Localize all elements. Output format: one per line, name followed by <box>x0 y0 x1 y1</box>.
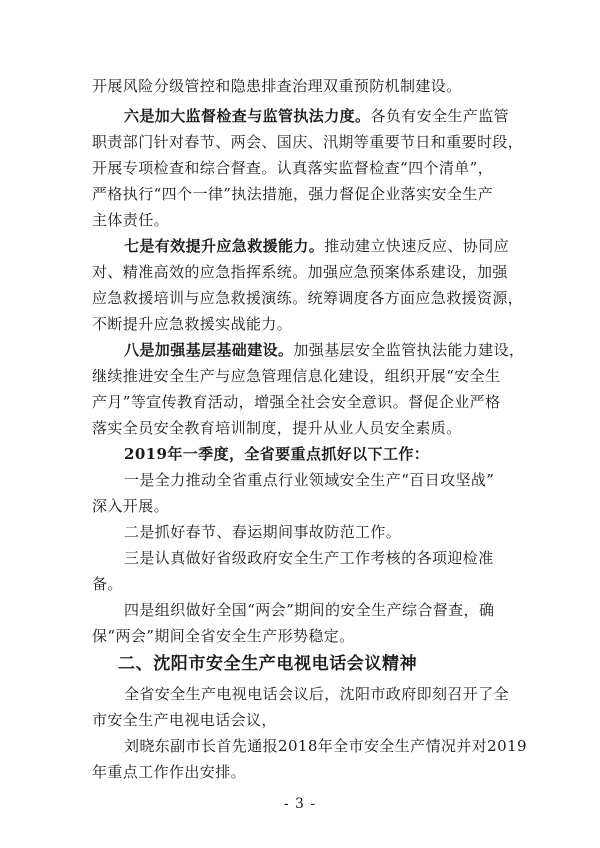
section-lead: 八是加强基层基础建设。 <box>124 341 294 359</box>
body-line: 落实全员安全教育培训制度，提升从业人员安全素质。 <box>92 419 462 437</box>
body-line: 职责部门针对春节、两会、国庆、汛期等重要节日和重要时段， <box>92 133 524 151</box>
body-line: 应急救援培训与应急救援演练。统筹调度各方面应急救援资源， <box>92 289 524 307</box>
body-line: 深入开展。 <box>92 497 170 515</box>
body-line: 三是认真做好省级政府安全生产工作考核的各项迎检准 <box>124 549 494 567</box>
body-line: 全省安全生产电视电话会议后，沈阳市政府即刻召开了全 <box>124 685 510 703</box>
body-line: 严格执行“四个一律”执法措施，强力督促企业落实安全生产 <box>92 185 494 203</box>
body-line: 开展风险分级管控和隐患排查治理双重预防机制建设。 <box>92 77 462 95</box>
body-line: 保“两会”期间全省安全生产形势稳定。 <box>92 627 355 645</box>
body-line: 开展专项检查和综合督查。认真落实监督检查“四个清单”， <box>92 159 494 177</box>
quarter-heading: 2019年一季度，全省要重点抓好以下工作： <box>124 445 430 463</box>
body-line: 刘晓东副市长首先通报2018年全市安全生产情况并对2019 <box>124 737 527 755</box>
body-line: 年重点工作作出安排。 <box>92 763 247 781</box>
body-line: 市安全生产电视电话会议， <box>92 711 277 729</box>
body-line: 继续推进安全生产与应急管理信息化建设，组织开展“安全生 <box>92 367 501 385</box>
section-heading: 二、沈阳市安全生产电视电话会议精神 <box>118 654 418 674</box>
section-line: 六是加大监督检查与监管执法力度。各负有安全生产监管 <box>124 107 510 125</box>
section-lead: 七是有效提升应急救援能力。 <box>124 237 325 255</box>
body-line: 一是全力推动全省重点行业领域安全生产“百日攻坚战” <box>124 471 495 489</box>
section-line: 七是有效提升应急救援能力。推动建立快速反应、协同应 <box>124 237 510 255</box>
body-line: 不断提升应急救援实战能力。 <box>92 315 293 333</box>
body-line: 四是组织做好全国“两会”期间的安全生产综合督查，确 <box>124 601 495 619</box>
section-line: 八是加强基层基础建设。加强基层安全监管执法能力建设， <box>124 341 525 359</box>
page-number: - 3 - <box>283 796 317 812</box>
section-lead: 六是加大监督检查与监管执法力度。 <box>124 107 371 125</box>
body-line: 产月”等宣传教育活动，增强全社会安全意识。督促企业严格 <box>92 393 501 411</box>
body-line: 对、精准高效的应急指挥系统。加强应急预案体系建设，加强 <box>92 263 508 281</box>
body-line: 主体责任。 <box>92 211 170 229</box>
body-line: 二是抓好春节、春运期间事故防范工作。 <box>124 523 402 541</box>
body-line: 备。 <box>92 575 123 593</box>
